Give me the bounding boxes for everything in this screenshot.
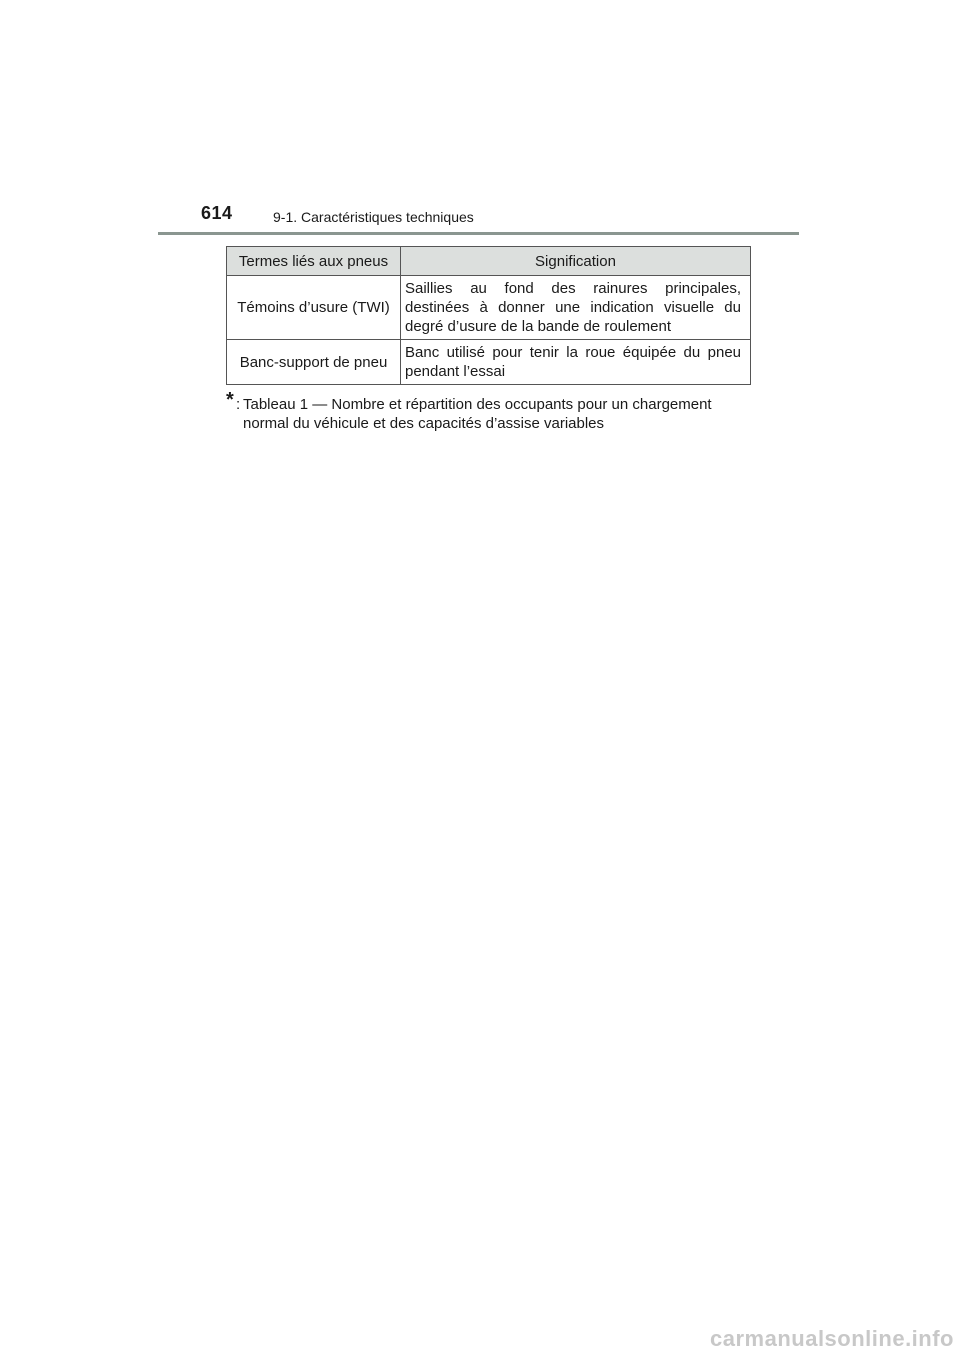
table-row — [227, 340, 751, 385]
term-cell: Témoins d’usure (TWI) — [227, 276, 401, 340]
footnote-colon: : — [236, 396, 241, 413]
page-number: 614 — [201, 203, 233, 223]
footnote-asterisk: * — [226, 389, 234, 411]
column-header-terms: Termes liés aux pneus — [227, 247, 401, 276]
footnote-text — [243, 395, 751, 433]
footnote-line-1: Tableau 1 — Nombre et répartition des occupants pour un chargement — [243, 396, 712, 413]
footnote — [226, 389, 751, 433]
section-title: 9-1. Caractéristiques techniques — [273, 209, 474, 225]
header-rule — [158, 232, 799, 235]
table-header-row — [227, 247, 751, 276]
watermark: carmanualsonline.info — [710, 1326, 954, 1351]
meaning-cell: Banc utilisé pour tenir la roue équipée du pneu pendant l’essai — [401, 340, 751, 385]
meaning-cell: Saillies au fond des rainures principales, destinées à donner une indication visuelle du degré d’usure de la bande de roulement — [401, 276, 751, 340]
column-header-meaning: Signification — [401, 247, 751, 276]
tire-terms-table — [226, 246, 751, 385]
term-cell: Banc-support de pneu — [227, 340, 401, 385]
footnote-line-2: normal du véhicule et des capacités d’assise variables — [243, 415, 605, 432]
table-row — [227, 276, 751, 340]
